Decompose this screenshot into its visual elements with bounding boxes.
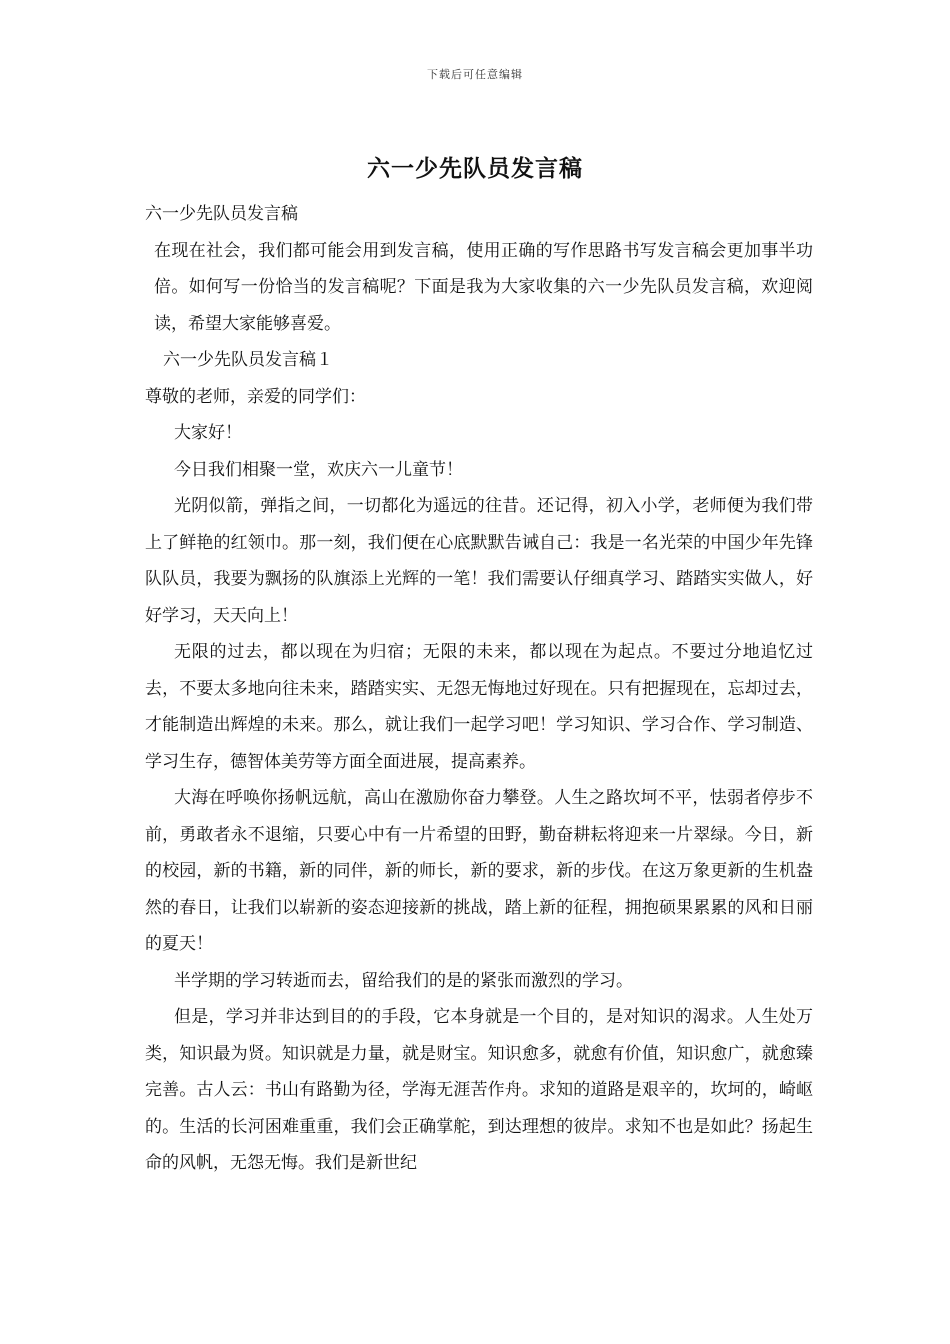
body-paragraph: 今日我们相聚一堂，欢庆六一儿童节！ <box>174 459 463 480</box>
document-title: 六一少先队员发言稿 <box>367 155 583 182</box>
document-body <box>145 196 813 1182</box>
body-paragraph: 无限的过去，都以现在为归宿；无限的未来，都以现在为起点。不要过分地追忆过去，不要太多地向往未来，踏踏实实、无怨无悔地过好现在。只有把握现在，忘却过去，才能制造出辉煌的未来。那么，就让我们一起学习吧！学习知识、学习合作、学习制造、学习生存，德智体美劳等方面全面进展，提高素养。 <box>145 642 813 772</box>
greeting: 大家好！ <box>174 423 242 443</box>
subtitle-line: 六一少先队员发言稿 <box>145 204 298 224</box>
body-paragraph: 大海在呼唤你扬帆远航，高山在激励你奋力攀登。人生之路坎坷不平，怯弱者停步不前，勇敢者永不退缩，只要心中有一片希望的田野，勤奋耕耘将迎来一片翠绿。今日，新的校园，新的书籍，新的同伴，新的师长，新的要求，新的步伐。在这万象更新的生机盎然的春日，让我们以崭新的姿态迎接新的挑战，踏上新的征程，拥抱硕果累累的风和日丽的夏天！ <box>145 788 813 954</box>
intro-paragraph: 在现在社会，我们都可能会用到发言稿，使用正确的写作思路书写发言稿会更加事半功倍。如何写一份恰当的发言稿呢？下面是我为大家收集的六一少先队员发言稿，欢迎阅读，希望大家能够喜爱。 <box>154 240 813 334</box>
header-note: 下载后可任意编辑 <box>427 68 523 81</box>
section-heading: 六一少先队员发言稿１ <box>163 350 333 370</box>
body-paragraph: 但是，学习并非达到目的的手段，它本身就是一个目的，是对知识的渴求。人生处万类，知识最为贤。知识就是力量，就是财宝。知识愈多，就愈有价值，知识愈广，就愈臻完善。古人云：书山有路勤为径，学海无涯苦作舟。求知的道路是艰辛的，坎坷的，崎岖的。生活的长河困难重重，我们会正确掌舵，到达理想的彼岸。求知不也是如此？扬起生命的风帆，无怨无悔。我们是新世纪 <box>145 1007 813 1173</box>
body-paragraph: 光阴似箭，弹指之间，一切都化为遥远的往昔。还记得，初入小学，老师便为我们带上了鲜艳的红领巾。那一刻，我们便在心底默默告诫自己：我是一名光荣的中国少年先锋队队员，我要为飘扬的队旗添上光辉的一笔！我们需要认仔细真学习、踏踏实实做人，好好学习，天天向上！ <box>145 496 813 626</box>
body-paragraph: 半学期的学习转逝而去，留给我们的是的紧张而激烈的学习。 <box>174 970 633 991</box>
salutation: 尊敬的老师，亲爱的同学们： <box>145 386 366 407</box>
